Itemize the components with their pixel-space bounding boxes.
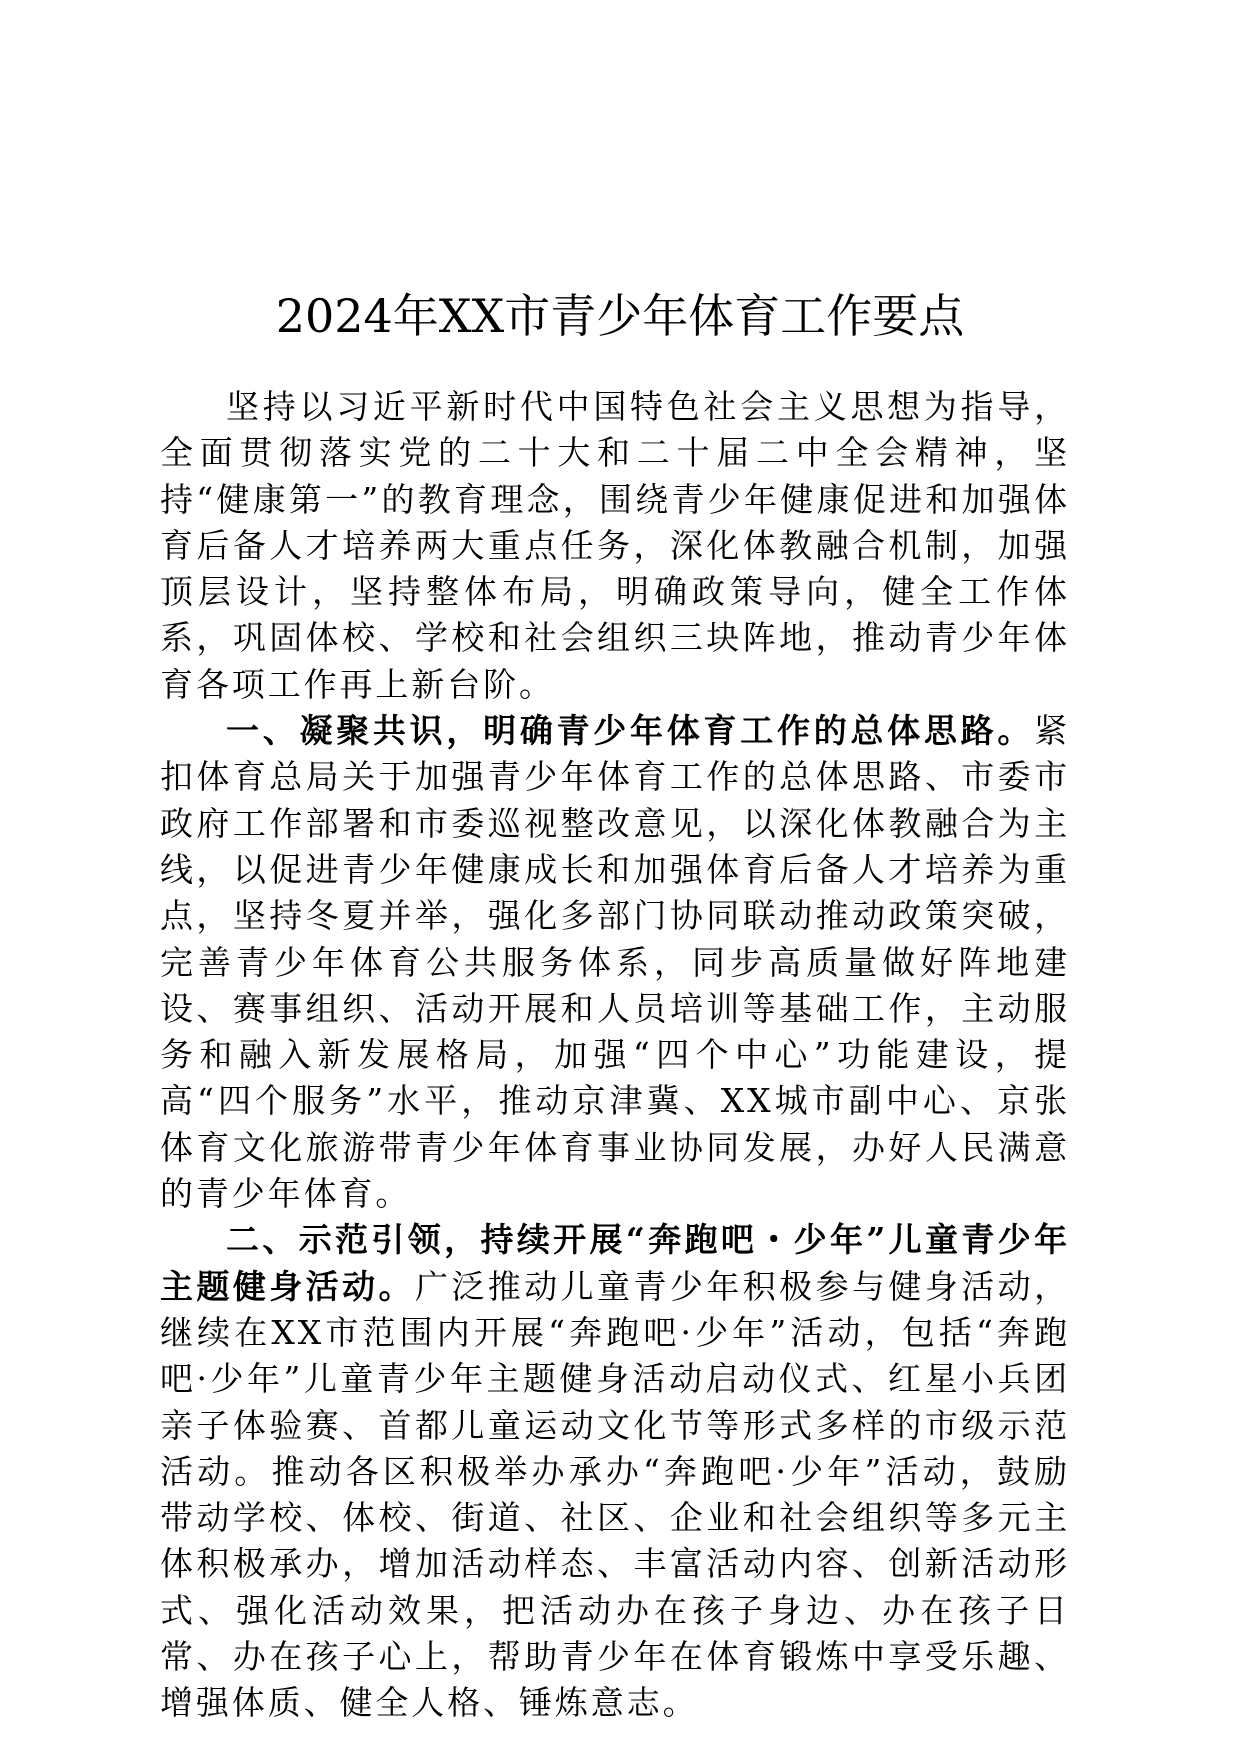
intro-paragraph — [160, 384, 1070, 708]
section-2-paragraph — [160, 1217, 1070, 1726]
section-1-heading: 一、凝聚共识，明确青少年体育工作的总体思路。 — [226, 711, 1035, 751]
document-body — [160, 384, 1070, 1727]
section-2-heading: 二、示范引领，持续开展“奔跑吧・少年”儿童青少年主题健身活动。 — [160, 1220, 1070, 1306]
section-2-text: 广泛推动儿童青少年积极参与健身活动，继续在XX市范围内开展“奔跑吧·少年”活动，包括“奔跑吧·少年”儿童青少年主题健身活动启动仪式、红星小兵团亲子体验赛、首都儿童运动文化节等形式多样的市级示范活动。推动各区积极举办承办“奔跑吧·少年”活动，鼓励带动学校、体校、街道、社区、企业和社会组织等多元主体积极承办，增加活动样态、丰富活动内容、创新活动形式、强化活动效果，把活动办在孩子身边、办在孩子日常、办在孩子心上，帮助青少年在体育锻炼中享受乐趣、增强体质、健全人格、锤炼意志。 — [160, 1266, 1070, 1723]
intro-text: 坚持以习近平新时代中国特色社会主义思想为指导，全面贯彻落实党的二十大和二十届二中全会精神，坚持“健康第一”的教育理念，围绕青少年健康促进和加强体育后备人才培养两大重点任务，深化体教融合机制，加强顶层设计，坚持整体布局，明确政策导向，健全工作体系，巩固体校、学校和社会组织三块阵地，推动青少年体育各项工作再上新台阶。 — [160, 387, 1070, 704]
section-1-text: 紧扣体育总局关于加强青少年体育工作的总体思路、市委市政府工作部署和市委巡视整改意见，以深化体教融合为主线，以促进青少年健康成长和加强体育后备人才培养为重点，坚持冬夏并举，强化多部门协同联动推动政策突破，完善青少年体育公共服务体系，同步高质量做好阵地建设、赛事组织、活动开展和人员培训等基础工作，主动服务和融入新发展格局，加强“四个中心”功能建设，提高“四个服务”水平，推动京津冀、XX城市副中心、京张体育文化旅游带青少年体育事业协同发展，办好人民满意的青少年体育。 — [160, 711, 1070, 1214]
document-title: 2024年XX市青少年体育工作要点 — [275, 288, 965, 343]
section-1-paragraph — [160, 708, 1070, 1217]
